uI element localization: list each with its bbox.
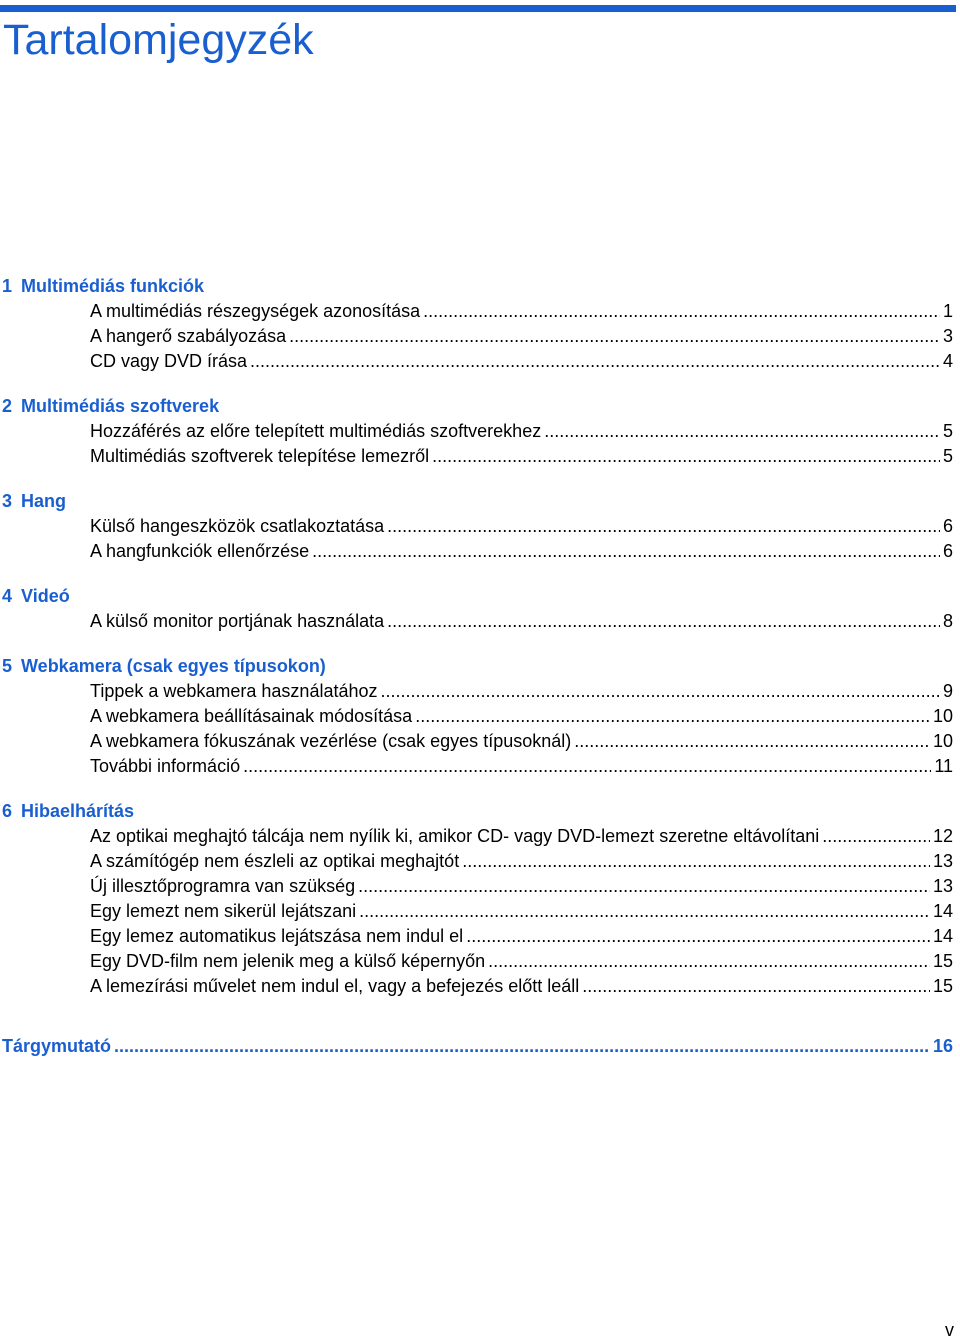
dot-leader xyxy=(250,349,940,374)
dot-leader xyxy=(466,924,930,949)
toc-entry[interactable] xyxy=(90,679,953,704)
toc-entry-label: A multimédiás részegységek azonosítása xyxy=(90,301,421,321)
toc-entry[interactable] xyxy=(90,849,953,874)
toc-entry-label: CD vagy DVD írása xyxy=(90,351,248,371)
chapter-heading[interactable] xyxy=(2,799,953,824)
toc-entry[interactable] xyxy=(90,754,953,779)
dot-leader xyxy=(387,609,940,634)
dot-leader xyxy=(114,1034,930,1059)
chapter-heading[interactable] xyxy=(2,489,953,514)
chapter-number: 5 xyxy=(2,656,13,676)
toc-entry-page: 14 xyxy=(932,926,953,946)
toc-entry[interactable] xyxy=(90,419,953,444)
toc-entry-page: 5 xyxy=(942,421,953,441)
toc-entry-label: A számítógép nem észleli az optikai meghajtót xyxy=(90,851,460,871)
dot-leader xyxy=(289,324,940,349)
footer-page-number: v xyxy=(945,1320,954,1340)
toc-entry-label: Hozzáférés az előre telepített multimédiás szoftverekhez xyxy=(90,421,542,441)
toc-entry-label: Új illesztőprogramra van szükség xyxy=(90,876,356,896)
toc-entry-label: Egy DVD-film nem jelenik meg a külső képernyőn xyxy=(90,951,486,971)
toc-entry-label: A lemezírási művelet nem indul el, vagy a befejezés előtt leáll xyxy=(90,976,580,996)
chapter-heading[interactable] xyxy=(2,394,953,419)
dot-leader xyxy=(358,874,930,899)
toc-entry-page: 1 xyxy=(942,301,953,321)
toc-entry[interactable] xyxy=(90,949,953,974)
toc-entry[interactable] xyxy=(90,924,953,949)
chapter-3 xyxy=(0,489,953,564)
chapter-number: 4 xyxy=(2,586,13,606)
toc-entry-label: A webkamera beállításainak módosítása xyxy=(90,706,413,726)
top-rule xyxy=(0,5,956,12)
toc-entry-page: 9 xyxy=(942,681,953,701)
toc-entry-label: Tippek a webkamera használatához xyxy=(90,681,378,701)
toc-entry-label: Az optikai meghajtó tálcája nem nyílik ki, amikor CD- vagy DVD-lemezt szeretne eltávolítani xyxy=(90,826,820,846)
chapter-6 xyxy=(0,799,953,999)
toc-entry-page: 13 xyxy=(932,876,953,896)
chapter-4 xyxy=(0,584,953,634)
dot-leader xyxy=(423,299,940,324)
page-title: Tartalomjegyzék xyxy=(3,16,314,64)
toc-entry-label: A hangfunkciók ellenőrzése xyxy=(90,541,310,561)
chapter-1 xyxy=(0,274,953,374)
toc-entry-page: 6 xyxy=(942,516,953,536)
dot-leader xyxy=(359,899,930,924)
chapter-number: 1 xyxy=(2,276,13,296)
chapter-title: Hibaelhárítás xyxy=(21,801,135,821)
toc-entry-page: 8 xyxy=(942,611,953,631)
toc-entry-label: Egy lemez automatikus lejátszása nem indul el xyxy=(90,926,464,946)
toc-entry[interactable] xyxy=(90,729,953,754)
toc-entry[interactable] xyxy=(90,444,953,469)
dot-leader xyxy=(415,704,930,729)
toc-entry[interactable] xyxy=(90,704,953,729)
dot-leader xyxy=(488,949,930,974)
toc-entry[interactable] xyxy=(90,899,953,924)
toc-entry-label: Multimédiás szoftverek telepítése lemezről xyxy=(90,446,430,466)
index-title: Tárgymutató xyxy=(2,1036,112,1056)
index-section xyxy=(0,1034,953,1059)
chapter-title: Hang xyxy=(21,491,67,511)
toc-entry-page: 13 xyxy=(932,851,953,871)
chapter-heading[interactable] xyxy=(2,274,953,299)
toc-entry-label: További információ xyxy=(90,756,241,776)
chapter-title: Webkamera (csak egyes típusokon) xyxy=(21,656,326,676)
toc-entry-page: 6 xyxy=(942,541,953,561)
toc-entry-page: 4 xyxy=(942,351,953,371)
toc-entry[interactable] xyxy=(90,824,953,849)
chapter-number: 3 xyxy=(2,491,13,511)
toc-entry-page: 14 xyxy=(932,901,953,921)
toc-entry-label: A webkamera fókuszának vezérlése (csak egyes típusoknál) xyxy=(90,731,572,751)
chapter-title: Multimédiás funkciók xyxy=(21,276,205,296)
toc-entry[interactable] xyxy=(90,974,953,999)
toc-entry[interactable] xyxy=(90,609,953,634)
toc-entry-page: 10 xyxy=(932,706,953,726)
table-of-contents xyxy=(0,274,953,1079)
chapter-title: Multimédiás szoftverek xyxy=(21,396,220,416)
dot-leader xyxy=(432,444,940,469)
toc-entry-label: A hangerő szabályozása xyxy=(90,326,287,346)
chapter-heading[interactable] xyxy=(2,584,953,609)
dot-leader xyxy=(582,974,930,999)
chapter-number: 2 xyxy=(2,396,13,416)
toc-entry[interactable] xyxy=(90,299,953,324)
dot-leader xyxy=(387,514,940,539)
chapter-5 xyxy=(0,654,953,779)
dot-leader xyxy=(312,539,940,564)
toc-entry[interactable] xyxy=(90,324,953,349)
toc-entry-label: Egy lemezt nem sikerül lejátszani xyxy=(90,901,357,921)
toc-entry-page: 15 xyxy=(932,976,953,996)
dot-leader xyxy=(243,754,931,779)
index-heading[interactable] xyxy=(2,1034,953,1059)
toc-entry-page: 5 xyxy=(942,446,953,466)
toc-entry[interactable] xyxy=(90,349,953,374)
dot-leader xyxy=(822,824,930,849)
toc-entry-label: A külső monitor portjának használata xyxy=(90,611,385,631)
toc-entry-page: 3 xyxy=(942,326,953,346)
toc-entry-page: 11 xyxy=(934,756,953,776)
chapter-2 xyxy=(0,394,953,469)
dot-leader xyxy=(544,419,940,444)
chapter-number: 6 xyxy=(2,801,13,821)
dot-leader xyxy=(462,849,930,874)
toc-entry-label: Külső hangeszközök csatlakoztatása xyxy=(90,516,385,536)
toc-entry[interactable] xyxy=(90,514,953,539)
chapter-title: Videó xyxy=(21,586,70,606)
index-page: 16 xyxy=(932,1036,953,1056)
toc-entry-page: 12 xyxy=(932,826,953,846)
dot-leader xyxy=(381,679,940,704)
dot-leader xyxy=(574,729,930,754)
chapter-heading[interactable] xyxy=(2,654,953,679)
toc-entry-page: 15 xyxy=(932,951,953,971)
toc-entry-page: 10 xyxy=(932,731,953,751)
toc-entry[interactable] xyxy=(90,539,953,564)
toc-entry[interactable] xyxy=(90,874,953,899)
